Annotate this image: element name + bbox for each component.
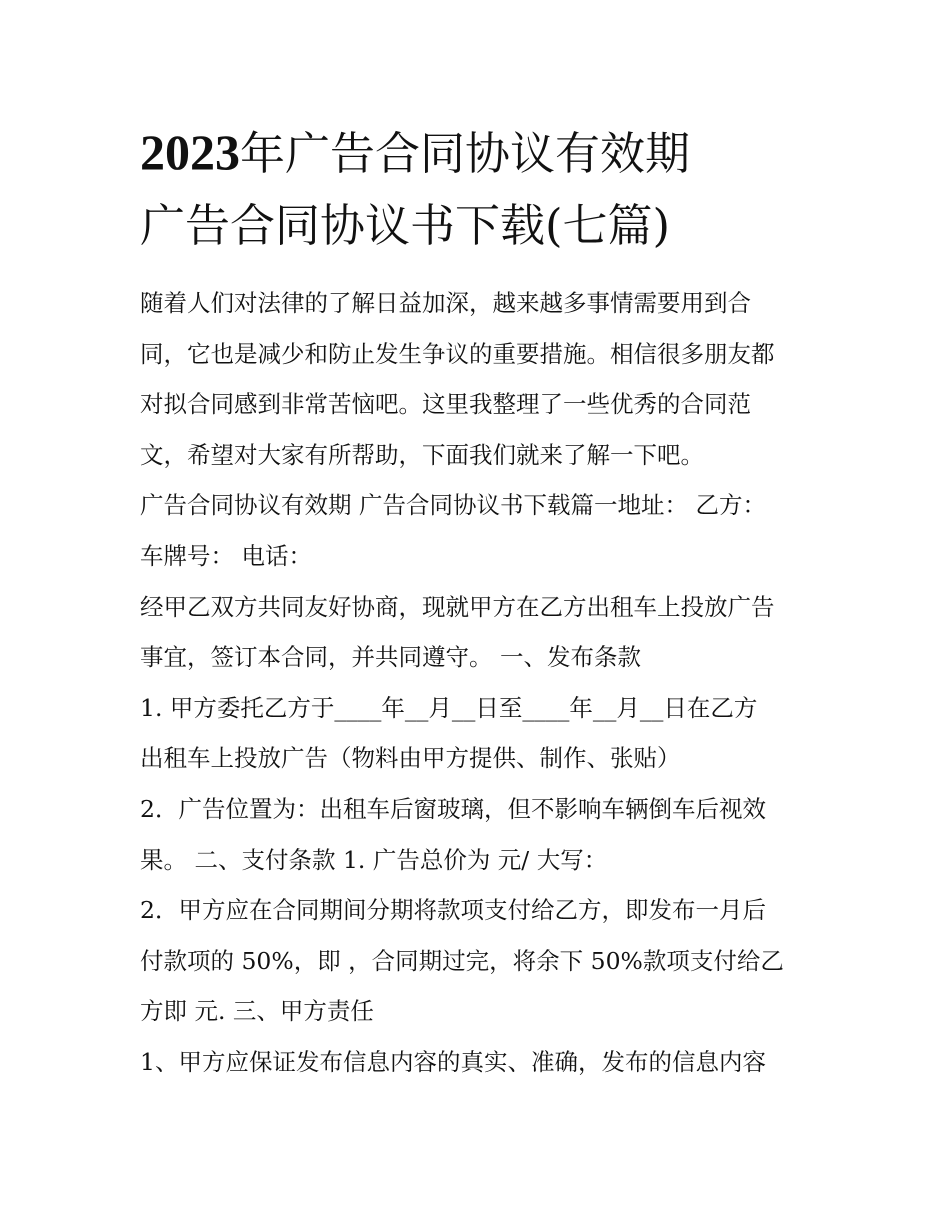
body-line: 付款项的 50%，即 ，合同期过完，将余下 50%款项支付给乙 — [140, 946, 784, 975]
title-line-2-text: 广告合同协议书下载(七篇) — [140, 199, 671, 252]
body-line: 2．甲方应在合同期间分期将款项支付给乙方，即发布一月后 — [140, 896, 766, 925]
body-line: 出租车上投放广告（物料由甲方提供、制作、张贴） — [140, 744, 681, 773]
title-line-1-text: 年广告合同协议有效期 — [240, 127, 691, 180]
document-body — [140, 278, 820, 1088]
body-line: 经甲乙双方共同友好协商，现就甲方在乙方出租车上投放广告 — [140, 592, 775, 621]
title-year: 2023 — [140, 124, 240, 180]
body-line: 随着人们对法律的了解日益加深，越来越多事情需要用到合 — [140, 289, 751, 317]
body-line: 事宜，签订本合同，并共同遵守。 一、发布条款 — [140, 643, 641, 672]
body-line: 同，它也是减少和防止发生争议的重要措施。相信很多朋友都 — [140, 339, 775, 368]
document-title — [140, 116, 840, 262]
body-line: 文，希望对大家有所帮助，下面我们就来了解一下吧。 — [140, 440, 704, 469]
body-line: 1. 甲方委托乙方于____年__月__日至____年__月__日在乙方 — [140, 693, 758, 722]
title-line-1 — [140, 116, 840, 190]
body-line: 方即 元. 三、甲方责任 — [140, 997, 374, 1026]
body-line: 广告合同协议有效期 广告合同协议书下载篇一地址： 乙方： — [140, 491, 766, 520]
body-line: 1、甲方应保证发布信息内容的真实、准确，发布的信息内容 — [140, 1047, 766, 1076]
body-line: 车牌号： 电话： — [140, 541, 312, 570]
body-line: 2．广告位置为：出租车后窗玻璃，但不影响车辆倒车后视效 — [140, 794, 766, 823]
body-line: 果。 二、支付条款 1. 广告总价为 元/ 大写： — [140, 845, 608, 874]
title-line-2 — [140, 190, 840, 262]
body-line: 对拟合同感到非常苦恼吧。这里我整理了一些优秀的合同范 — [140, 390, 751, 419]
